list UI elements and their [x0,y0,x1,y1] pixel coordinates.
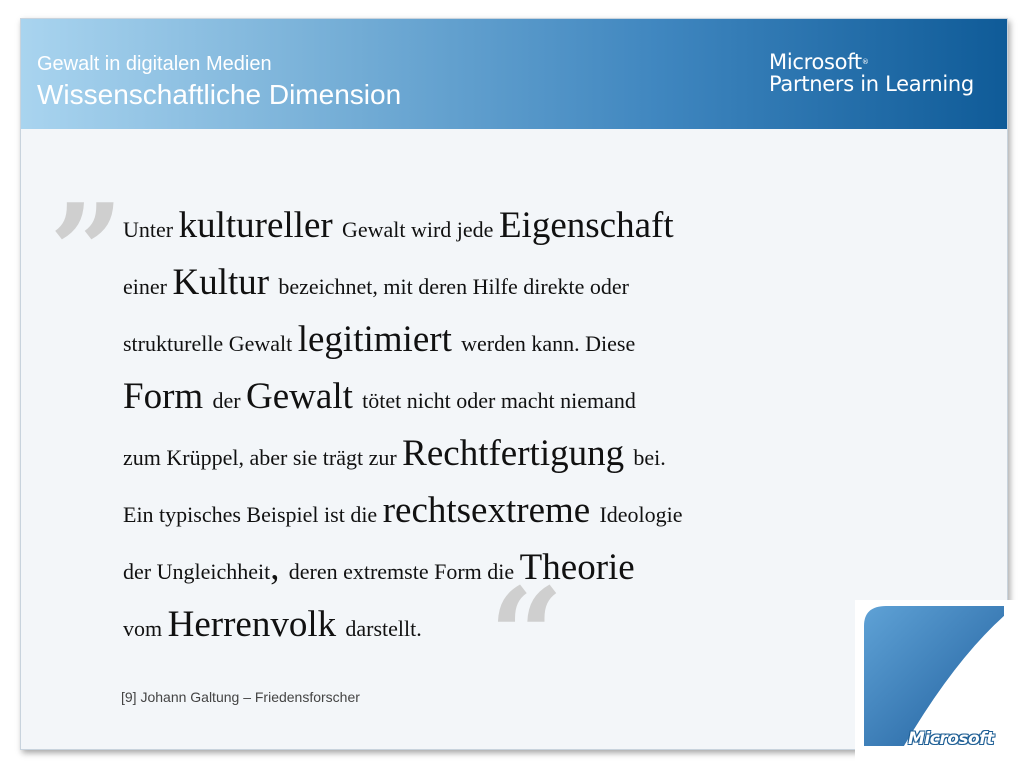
quote-emphasis-word: Gewalt [246,376,363,417]
slide-title-line2: Wissenschaftliche Dimension [37,79,402,110]
quote-emphasis-word: kultureller [178,205,342,246]
quote-text-segment: einer [123,274,173,299]
quote-text-segment: der Ungleichheit [123,559,271,584]
citation: [9] Johann Galtung – Friedensforscher [121,689,360,705]
quote-line [123,482,903,539]
quote-emphasis-word: rechtsextreme [382,490,600,531]
quote-text-segment: darstellt. [345,616,422,641]
quote-text-segment: Ideologie [599,502,683,527]
quote-text-segment: bezeichnet, mit deren Hilfe direkte oder [278,274,629,299]
quote-text-segment: Ein typisches Beispiel ist die [123,502,383,527]
quote-text-segment: strukturelle Gewalt [123,331,298,356]
page-curl-graphic [864,606,1004,746]
quote-emphasis-word: Form [123,376,213,417]
quote-text-segment: der [212,388,247,413]
quote-text-segment: Unter [123,217,179,242]
quote-emphasis-word: , [270,547,289,588]
slide-title-line1: Gewalt in digitalen Medien [37,53,272,75]
quote-text-segment: deren extremste Form die [288,559,520,584]
quote-text-segment: zum Krüppel, aber sie trägt zur [123,445,403,470]
pil-logo-microsoft: Microsoft [769,50,862,74]
quote-text-segment: vom [123,616,168,641]
open-quote-mark: ” [49,175,124,328]
quote-emphasis-word: Theorie [519,547,635,588]
slide-header [21,19,1007,129]
quote-text-segment: tötet nicht oder macht niemand [362,388,636,413]
close-quote-mark: “ [489,559,564,712]
quote-text-segment: bei. [633,445,666,470]
quote-emphasis-word: Eigenschaft [498,205,674,246]
quote-line [123,368,903,425]
partners-in-learning-logo: Microsoft® Partners in Learning [769,50,974,96]
quote-line [123,425,903,482]
quote-text-segment: werden kann. Diese [461,331,636,356]
quote-line [123,254,903,311]
quote-emphasis-word: legitimiert [297,319,462,360]
microsoft-logo: Microsoft [908,729,994,749]
quote-text-segment: Gewalt wird jede [341,217,499,242]
quote-emphasis-word: Kultur [172,262,279,303]
quote-line [123,197,903,254]
pil-logo-partners: Partners in Learning [769,72,974,96]
quote-emphasis-word: Rechtfertigung [402,433,634,474]
quote-line [123,311,903,368]
quote-emphasis-word: Herrenvolk [167,604,346,645]
